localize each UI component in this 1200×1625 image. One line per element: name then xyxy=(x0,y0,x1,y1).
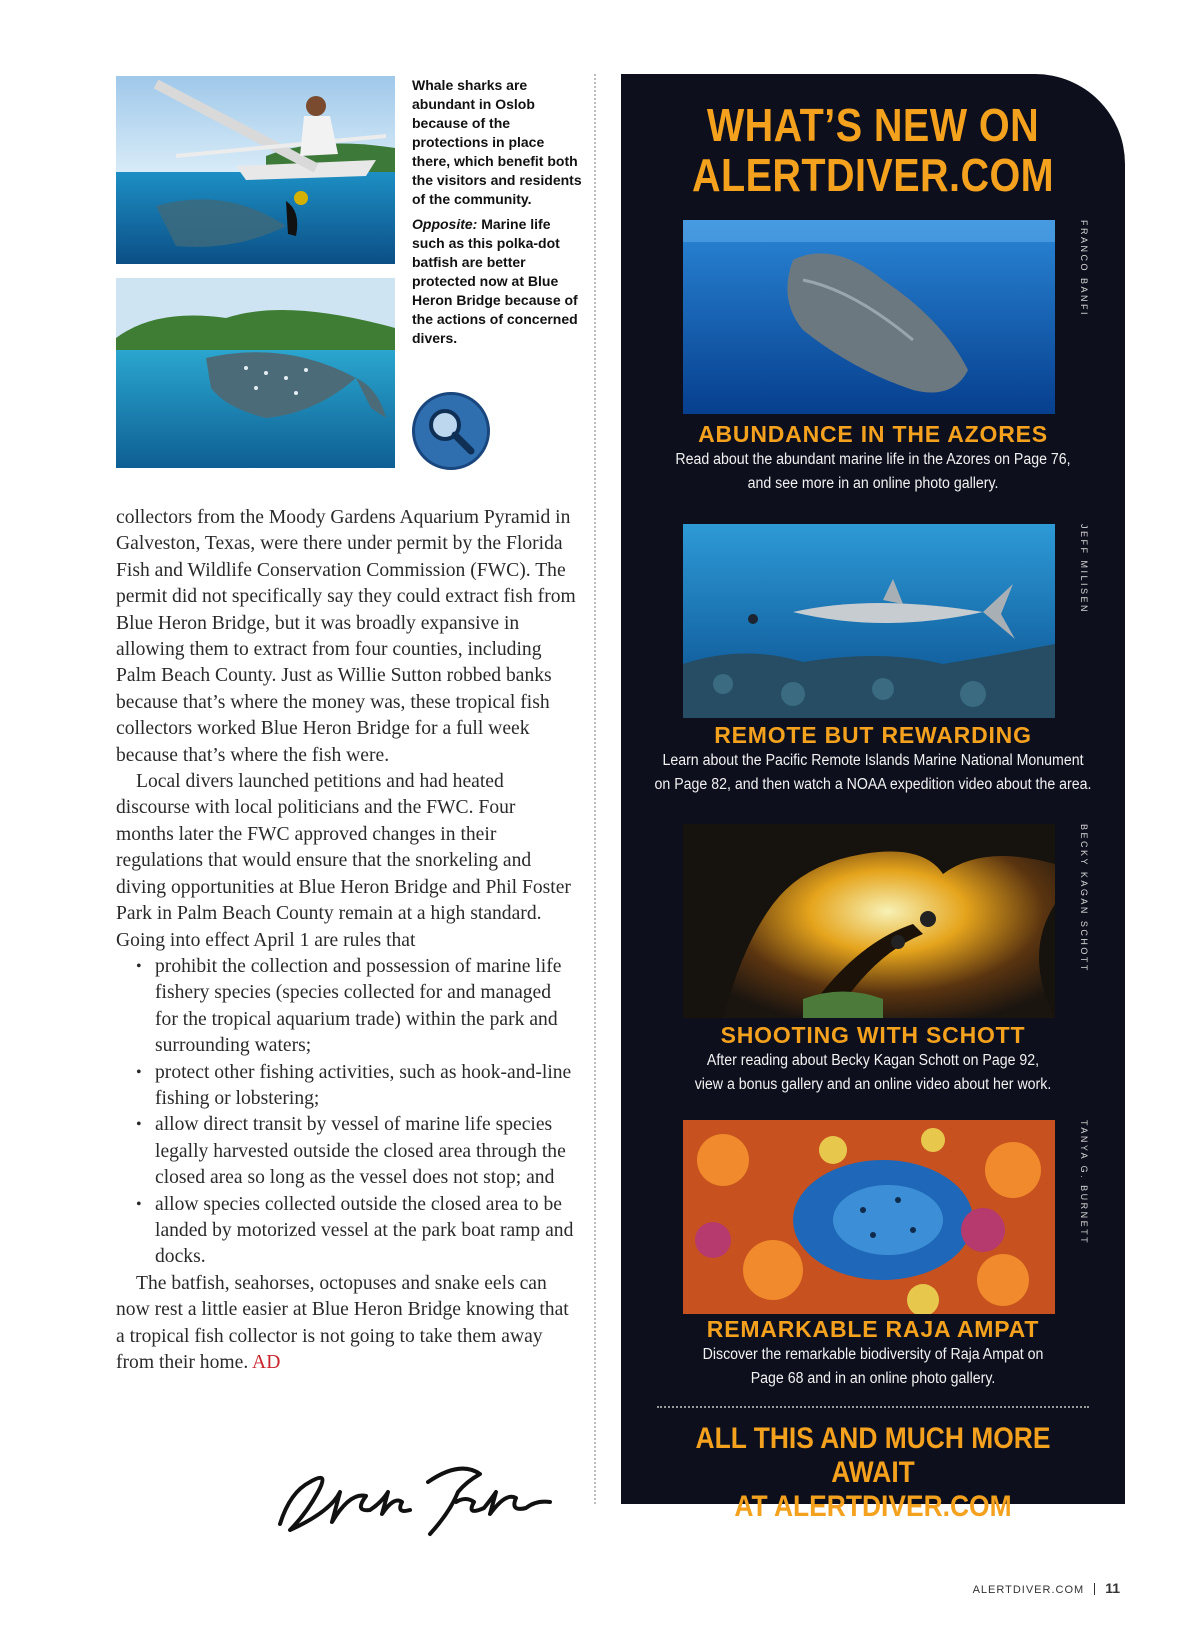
story-line: on Page 82, and then watch a NOAA expedition video about the area. xyxy=(654,776,1092,793)
photo-caption xyxy=(412,76,582,354)
rules-list-item: • protect other fishing activities, such as hook-and-line fishing or lobstering; xyxy=(116,1060,578,1113)
photo-sperm-whale[interactable] xyxy=(683,220,1055,414)
photo-whale-shark-boat xyxy=(116,76,395,264)
story-line: and see more in an online photo gallery. xyxy=(747,475,999,492)
story-description xyxy=(641,1343,1105,1391)
article-body xyxy=(116,505,578,1376)
rules-list-item: • allow species collected outside the closed area to be landed by motorized vessel at the park boat ramp and docks. xyxy=(116,1192,578,1271)
story-line: Learn about the Pacific Remote Islands Marine National Monument xyxy=(662,752,1084,769)
photo-cave-divers[interactable] xyxy=(683,824,1055,1018)
panel-footer-line1: ALL THIS AND MUCH MORE AWAIT xyxy=(695,1422,1051,1489)
story-description xyxy=(641,1049,1105,1097)
story-description xyxy=(641,749,1105,797)
story-headline[interactable]: REMOTE BUT REWARDING xyxy=(714,722,1032,748)
caption-opposite-label: Opposite: xyxy=(412,216,478,232)
story-description xyxy=(641,448,1105,496)
magnifier-icon xyxy=(423,403,479,459)
panel-title xyxy=(656,100,1089,200)
photo-credit: FRANCO BANFI xyxy=(1079,220,1089,318)
story-line: After reading about Becky Kagan Schott on Page 92, xyxy=(706,1052,1040,1069)
story-headline[interactable]: SHOOTING WITH SCHOTT xyxy=(720,1022,1026,1048)
article-paragraph: Local divers launched petitions and had heated discourse with local politicians and the FWC. Four months later the FWC approved changes in their regulations that would ensure that the snorkeling and diving opportunities at Blue Heron Bridge and Phil Foster Park in Palm Beach County remain at a high standard. Going into effect April 1 are rules that xyxy=(116,771,571,951)
caption-opposite xyxy=(412,215,582,348)
rules-list-item: • prohibit the collection and possession of marine life fishery species (species collected for and managed for the tropical aquarium trade) within the park and surrounding waters; xyxy=(116,954,578,1060)
panel-title-line2: ALERTDIVER.COM xyxy=(691,149,1055,201)
photo-credit: BECKY KAGAN SCHOTT xyxy=(1079,824,1089,973)
photo-credit: TANYA G. BURNETT xyxy=(1079,1120,1089,1246)
story-headline[interactable]: REMARKABLE RAJA AMPAT xyxy=(706,1316,1040,1342)
column-divider xyxy=(594,74,596,1504)
photo-credit: JEFF MILISEN xyxy=(1079,524,1089,615)
rules-list xyxy=(116,954,578,1271)
rules-list-item: • allow direct transit by vessel of marine life species legally harvested outside the closed area through the closed area so long as the vessel does not stop; and xyxy=(116,1112,578,1191)
story-line: Page 68 and in an online photo gallery. xyxy=(750,1370,996,1387)
page-number: 11 xyxy=(1105,1580,1120,1596)
caption-main: Whale sharks are abundant in Oslob because of the protections in place there, which benefit both the visitors and residents of the community. xyxy=(412,77,582,207)
story-line: Read about the abundant marine life in the Azores on Page 76, xyxy=(675,451,1071,468)
article-final-text: The batfish, seahorses, octopuses and snake eels can now rest a little easier at Blue Heron Bridge knowing that a tropical fish collector is not going to take them away from their home. xyxy=(116,1272,569,1373)
photo-soft-corals[interactable] xyxy=(683,1120,1055,1314)
story-line: Discover the remarkable biodiversity of Raja Ampat on xyxy=(702,1346,1044,1363)
photo-whale-shark-island xyxy=(116,278,395,468)
caption-opposite-text: Marine life such as this polka-dot batfish are better protected now at Blue Heron Bridge because of the actions of concerned divers. xyxy=(412,216,578,346)
end-mark: AD xyxy=(252,1352,281,1373)
article-paragraph: collectors from the Moody Gardens Aquarium Pyramid in Galveston, Texas, were there under permit by the Florida Fish and Wildlife Conservation Commission (FWC). The permit did not specifically say they could extract fish from Blue Heron Bridge, but it was broadly expansive in allowing them to extract from four counties, including Palm Beach County. Just as Willie Sutton robbed banks because that’s where the money was, these tropical fish collectors worked Blue Heron Bridge for a full week because that’s where the fish were. xyxy=(116,507,576,766)
story-line: view a bonus gallery and an online video about her work. xyxy=(694,1076,1052,1093)
story-headline[interactable]: ABUNDANCE IN THE AZORES xyxy=(698,421,1048,447)
signature xyxy=(270,1452,560,1542)
whats-new-panel xyxy=(621,74,1125,1523)
folio-site: ALERTDIVER.COM xyxy=(972,1584,1085,1596)
photo-reef-shark[interactable] xyxy=(683,524,1055,718)
zoom-button[interactable] xyxy=(412,392,490,470)
panel-footer-link[interactable] xyxy=(651,1422,1095,1524)
folio-separator xyxy=(1094,1583,1095,1595)
panel-title-line1: WHAT’S NEW ON xyxy=(706,99,1040,151)
panel-divider xyxy=(657,1406,1089,1408)
panel-footer-line2: AT ALERTDIVER.COM xyxy=(734,1490,1012,1523)
article-paragraph-final xyxy=(116,1271,578,1377)
folio xyxy=(973,1580,1120,1596)
